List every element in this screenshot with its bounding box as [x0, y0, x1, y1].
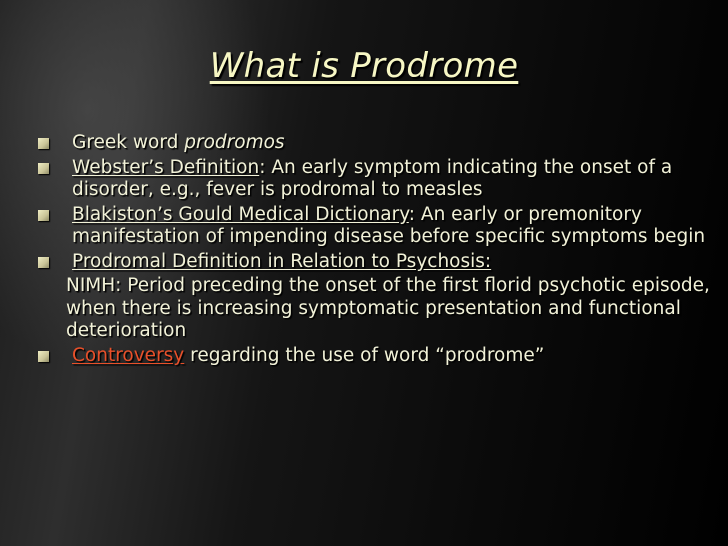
psychosis-definition-link[interactable]: Prodromal Definition in Relation to Psychosis:: [72, 250, 492, 272]
controversy-link[interactable]: Controversy: [72, 344, 185, 366]
bullet-greek-word: [38, 132, 710, 155]
bullet-psychosis-definition: [38, 251, 710, 274]
bullet-controversy: [38, 345, 710, 368]
websters-definition-link[interactable]: Webster’s Definition: [72, 156, 260, 178]
greek-term: prodromos: [184, 132, 285, 153]
nimh-text: NIMH: Period preceding the onset of the first florid psychotic episode, when there is increasing symptomatic presentation and functional deterioration: [66, 275, 710, 341]
bullet-blakistons-definition: [38, 204, 710, 249]
square-bullet-icon: [38, 138, 49, 149]
square-bullet-icon: [38, 163, 49, 174]
bullet-text: regarding the use of word “prodrome”: [184, 344, 545, 366]
nimh-definition: [38, 275, 710, 343]
blakistons-dictionary-link[interactable]: Blakiston’s Gould Medical Dictionary: [72, 203, 409, 225]
bullet-text: : An early or premonitory manifestation of impending disease before specific symptoms begin: [72, 203, 706, 247]
bullet-list: [38, 132, 710, 369]
bullet-text: Greek word: [72, 132, 185, 153]
square-bullet-icon: [38, 257, 49, 268]
bullet-websters-definition: [38, 157, 710, 202]
slide-title: What is Prodrome: [209, 46, 519, 86]
bullet-text: : An early symptom indicating the onset of a disorder, e.g., fever is prodromal to measles: [72, 156, 673, 200]
square-bullet-icon: [38, 210, 49, 221]
square-bullet-icon: [38, 351, 49, 362]
